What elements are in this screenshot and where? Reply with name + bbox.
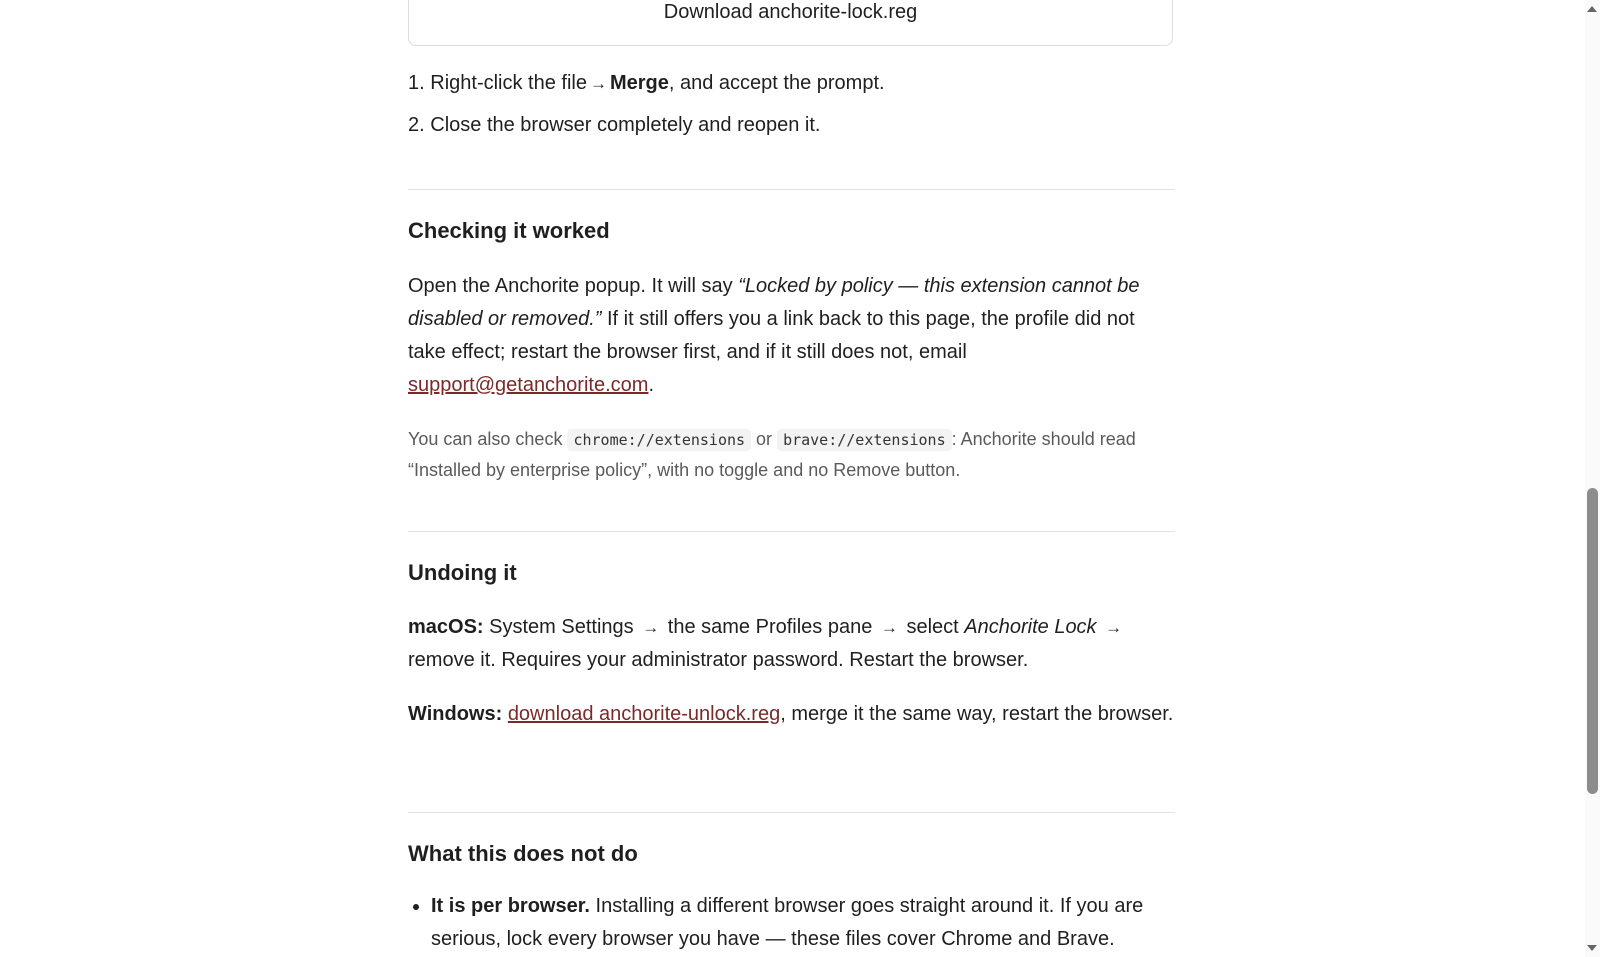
- step-2: 2. Close the browser completely and reopen it.: [408, 114, 821, 136]
- download-lock-button[interactable]: [408, 0, 1173, 46]
- windows-paragraph: Windows: download anchorite-unlock.reg, merge it the same way, restart the browser.: [408, 703, 1174, 725]
- vertical-scrollbar[interactable]: [1585, 0, 1600, 957]
- download-unlock-link[interactable]: download anchorite-unlock.reg: [507, 703, 781, 725]
- limits-list: [408, 890, 1175, 956]
- checking-paragraph: Open the Anchorite popup. It will say “Locked by policy — this extension cannot be disabled or removed.” If it still offers you a link back to this page, the profile did not take effect; restart the browser first, and if it still does not, email support@getanchorite.com.: [408, 275, 1140, 396]
- support-email-link[interactable]: support@getanchorite.com: [408, 374, 649, 396]
- scroll-up-arrow-icon[interactable]: [1587, 6, 1597, 12]
- divider: [408, 189, 1175, 190]
- arrow-right-icon: →: [1105, 618, 1123, 637]
- arrow-right-icon: →: [642, 618, 660, 637]
- list-item: • It is per browser. Installing a different browser goes straight around it. If you are serious, lock every browser you have — these files cover Chrome and Brave.: [431, 890, 1175, 956]
- divider: [408, 812, 1175, 813]
- extensions-note: You can also check chrome://extensions or brave://extensions : Anchorite should read “Installed by enterprise policy”, with no toggle and no Remove button.: [408, 429, 1136, 480]
- macos-paragraph: macOS: System Settings → the same Profiles pane → select Anchorite Lock → remove it. Requires your administrator password. Restart the browser.: [408, 616, 1123, 671]
- download-lock-label: Download anchorite-lock.reg: [663, 0, 918, 23]
- scroll-down-arrow-icon[interactable]: [1587, 945, 1597, 951]
- divider: [408, 531, 1175, 532]
- undoing-heading: Undoing it: [408, 560, 517, 585]
- arrow-right-icon: →: [880, 618, 898, 637]
- checking-heading: Checking it worked: [408, 218, 610, 243]
- brave-extensions-code: brave://extensions: [777, 429, 952, 451]
- arrow-right-icon: →: [589, 74, 607, 93]
- chrome-extensions-code: chrome://extensions: [567, 429, 751, 451]
- limits-heading: What this does not do: [408, 841, 638, 866]
- scrollbar-thumb[interactable]: [1587, 488, 1598, 794]
- step-1: 1. Right-click the file → Merge, and accept the prompt.: [408, 72, 885, 94]
